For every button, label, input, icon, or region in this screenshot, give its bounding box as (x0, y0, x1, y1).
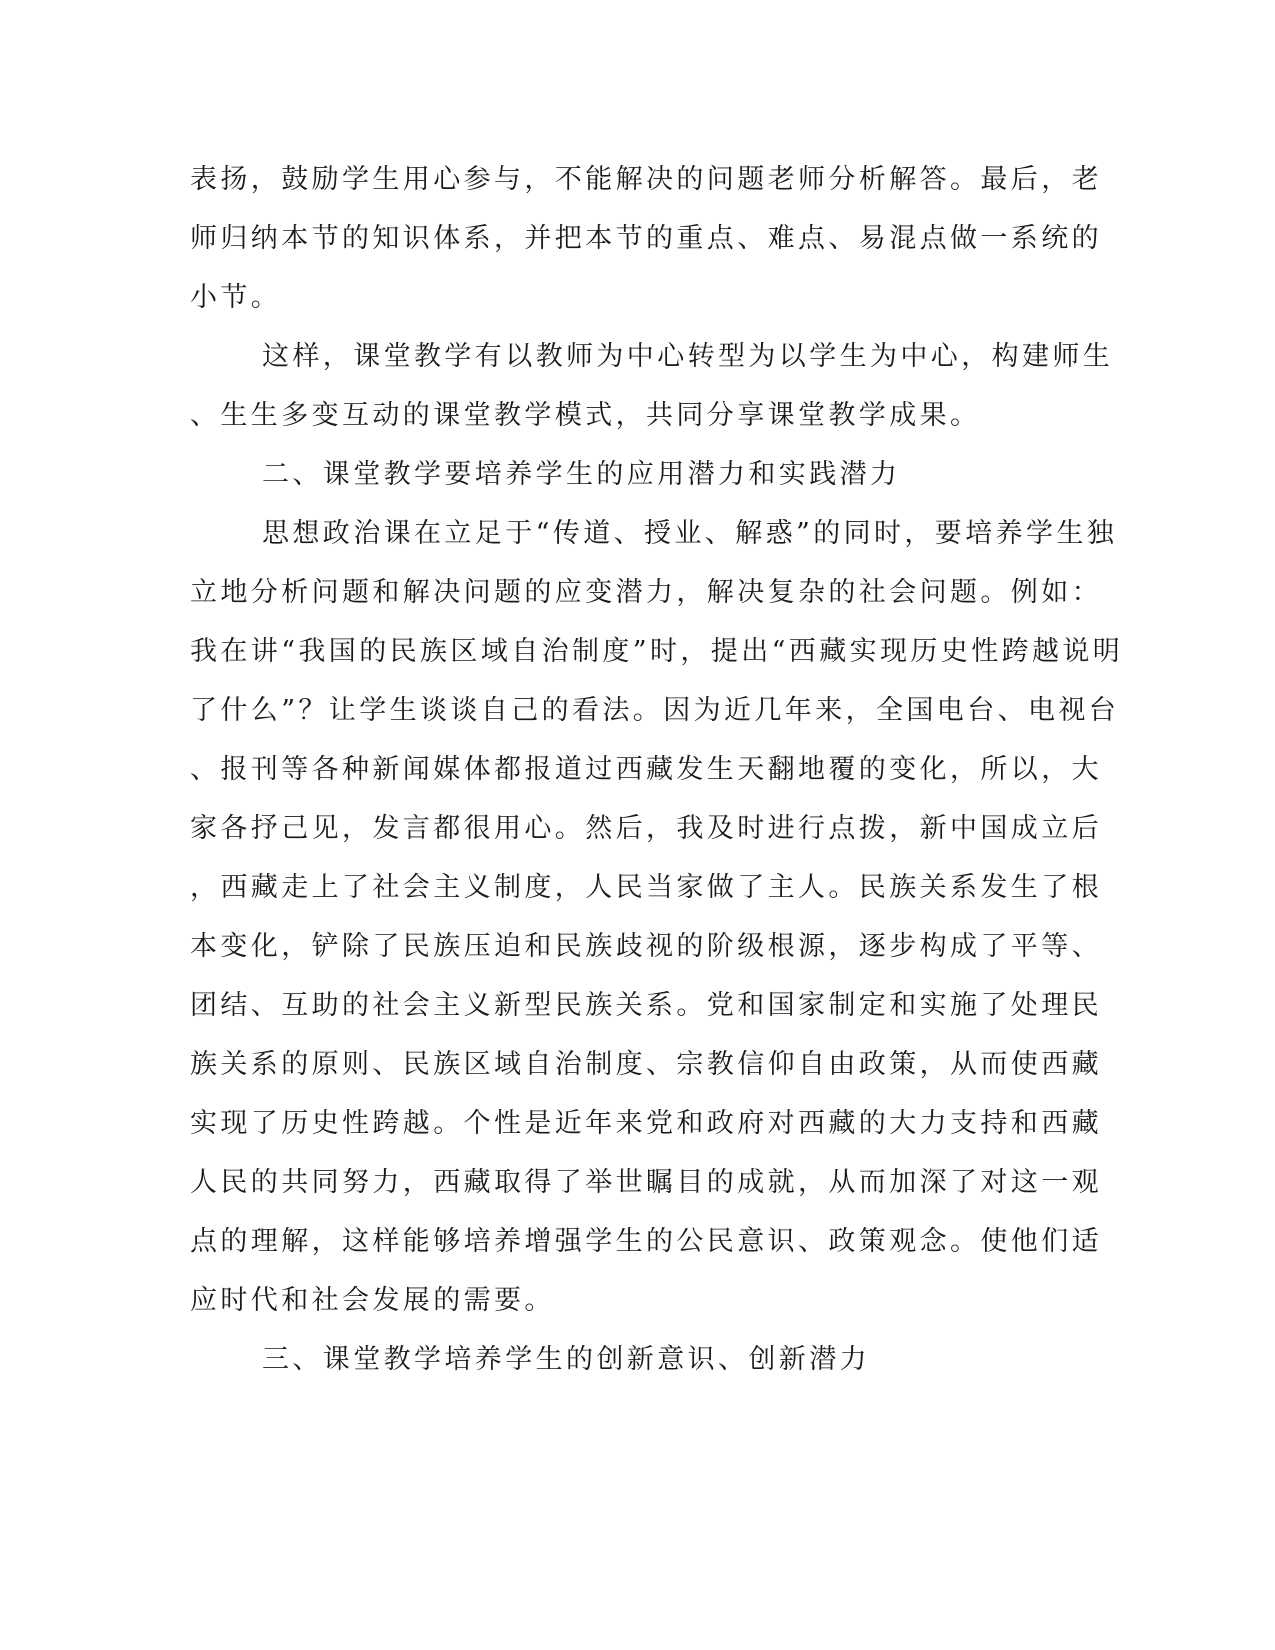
section-heading: 二、课堂教学要培养学生的应用潜力和实践潜力 (262, 459, 901, 490)
paragraph-line: 人民的共同努力，西藏取得了举世瞩目的成就，从而加深了对这一观 (190, 1167, 1102, 1198)
paragraph-line: 了什么”？让学生谈谈自己的看法。因为近几年来，全国电台、电视台 (190, 695, 1120, 726)
paragraph-line: 家各抒己见，发言都很用心。然后，我及时进行点拨，新中国成立后 (190, 813, 1102, 844)
paragraph-line: ，西藏走上了社会主义制度，人民当家做了主人。民族关系发生了根 (190, 872, 1102, 903)
paragraph-line: 师归纳本节的知识体系，并把本节的重点、难点、易混点做一系统的 (190, 223, 1102, 254)
paragraph-line: 实现了历史性跨越。个性是近年来党和政府对西藏的大力支持和西藏 (190, 1108, 1102, 1139)
paragraph-line: 族关系的原则、民族区域自治制度、宗教信仰自由政策，从而使西藏 (190, 1049, 1102, 1080)
paragraph-line: 、生生多变互动的课堂教学模式，共同分享课堂教学成果。 (190, 400, 981, 431)
paragraph-line: 立地分析问题和解决问题的应变潜力，解决复杂的社会问题。例如： (190, 577, 1102, 608)
paragraph-line: 表扬，鼓励学生用心参与，不能解决的问题老师分析解答。最后，老 (190, 164, 1102, 195)
paragraph-line: 、报刊等各种新闻媒体都报道过西藏发生天翻地覆的变化，所以，大 (190, 754, 1102, 785)
paragraph-line: 点的理解，这样能够培养增强学生的公民意识、政策观念。使他们适 (190, 1226, 1102, 1257)
paragraph-line: 小节。 (190, 282, 282, 313)
paragraph-line: 团结、互助的社会主义新型民族关系。党和国家制定和实施了处理民 (190, 990, 1102, 1021)
paragraph-line: 应时代和社会发展的需要。 (190, 1285, 555, 1316)
paragraph-line: 本变化，铲除了民族压迫和民族歧视的阶级根源，逐步构成了平等、 (190, 931, 1102, 962)
paragraph-line: 思想政治课在立足于“传道、授业、解惑”的同时，要培养学生独 (262, 518, 1118, 549)
paragraph-line: 这样，课堂教学有以教师为中心转型为以学生为中心，构建师生 (262, 341, 1114, 372)
section-heading: 三、课堂教学培养学生的创新意识、创新潜力 (262, 1344, 870, 1375)
paragraph-line: 我在讲“我国的民族区域自治制度”时，提出“西藏实现历史性跨越说明 (190, 636, 1124, 667)
